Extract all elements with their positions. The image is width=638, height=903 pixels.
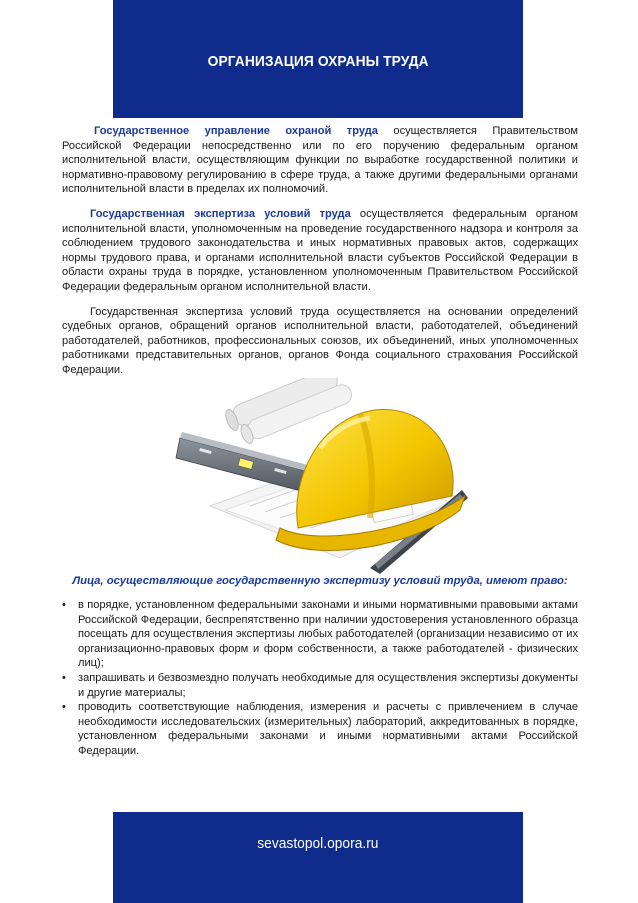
paragraph-text: осуществляется Правительством Российской Федерации непосредственно или по его поручению федеральным органом исполнительной власти, осуществляющим функции по выработке государственной политики и нормативно-правовому регулированию в сфере труда, а также другими федеральными органами исполнительной власти в пределах их полномочий.: [62, 125, 578, 196]
paragraph-state-management: [62, 124, 578, 197]
paragraph-expertise-basis: [62, 305, 578, 378]
hard-hat-illustration: [170, 378, 470, 574]
bullet: •: [62, 599, 66, 611]
paragraph-lead: Государственная экспертиза условий труда: [90, 207, 351, 220]
body-text: [62, 124, 578, 388]
list-item: [62, 671, 578, 700]
bullet: •: [62, 671, 66, 684]
rights-heading: Лица, осуществляющие государственную экспертизу условий труда, имеют право:: [72, 575, 568, 587]
list-item: [62, 700, 578, 758]
hard-hat-and-blueprints-icon: [170, 378, 470, 574]
bullet: •: [62, 701, 66, 714]
paragraph-state-expertise: [62, 207, 578, 295]
header-banner: [113, 0, 523, 118]
paragraph-text: Государственная экспертиза условий труда осуществляется на основании определений судебных органов, обращений органов исполнительной власти, работодателей, объединений работодателей, работников, профессиональных союзов, их объединений, иных уполномоченных работниками представительных органов, органов Фонда социального страхования Российской Федерации.: [62, 305, 578, 376]
paragraph-text: осуществляется федеральным органом исполнительной власти, уполномоченным на проведение государственного надзора и контроля за соблюдением трудового законодательства и иных нормативных правовых актов, содержащих нормы трудового права, и органами исполнительной власти субъектов Российской Федерации в области охраны труда в порядке, установленном уполномоченным Правительством Российской Федерации федеральным органом исполнительной власти.: [62, 207, 578, 293]
list-item-text: в порядке, установленном федеральными законами и иными нормативными правовыми актами Российской Федерации, беспрепятственно при наличии удостоверения установленного образца посещать для осуществления экспертизы любых работодателей (организации независимо от их организационно-правовых форм и форм собственности, а также работодателей - физических лиц);: [78, 599, 578, 670]
paragraph-lead: Государственное управление охраной труда: [94, 125, 378, 137]
list-item-text: запрашивать и безвозмездно получать необходимые для осуществления экспертизы документы и другие материалы;: [78, 671, 578, 699]
list-item-text: проводить соответствующие наблюдения, измерения и расчеты с привлечением в случае необходимости исследовательских (измерительных) лабораторий, аккредитованных в порядке, установленном федеральными законами и иными нормативными актами Российской Федерации.: [78, 701, 578, 757]
footer-banner: [113, 812, 523, 903]
rights-list: [62, 598, 578, 759]
list-item: [62, 598, 578, 671]
page-title: ОРГАНИЗАЦИЯ ОХРАНЫ ТРУДА: [207, 52, 429, 70]
footer-site-link[interactable]: sevastopol.opora.ru: [257, 835, 379, 852]
